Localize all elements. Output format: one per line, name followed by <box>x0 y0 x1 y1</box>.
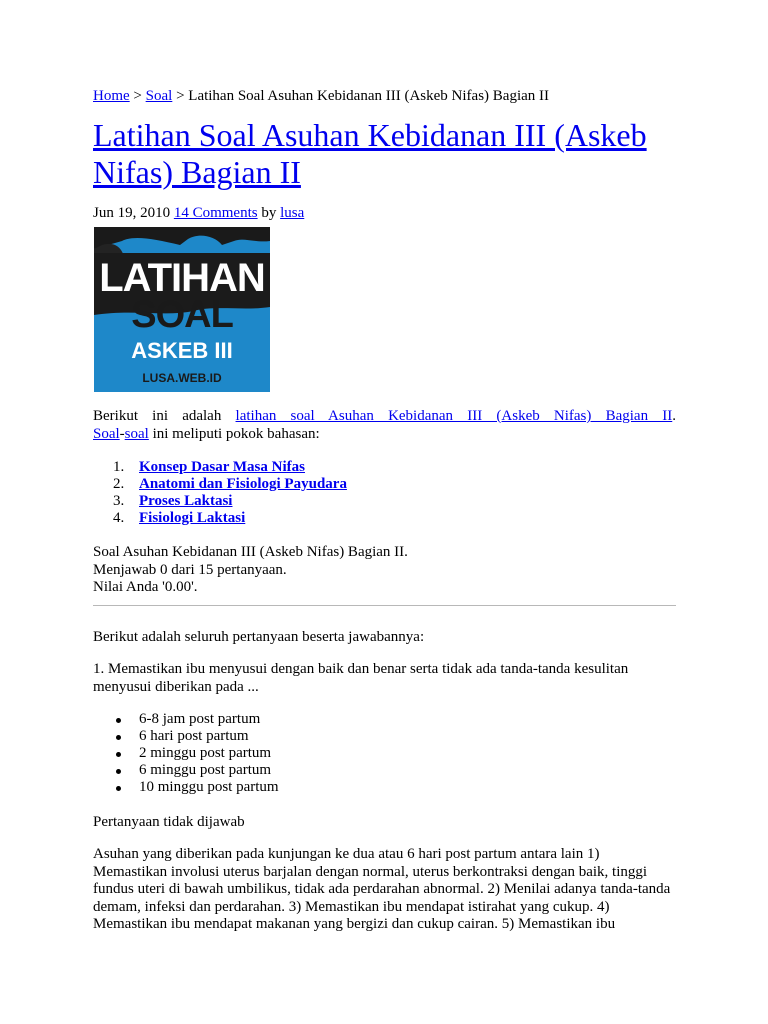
answer-option <box>93 711 279 728</box>
breadcrumb-current: Latihan Soal Asuhan Kebidanan III (Askeb Nifas) Bagian II <box>188 88 550 104</box>
topic-item <box>93 510 347 527</box>
answer-option <box>93 745 279 762</box>
comments-link[interactable]: 14 Comments <box>173 205 258 221</box>
breadcrumb-home-link[interactable]: Home <box>93 88 130 104</box>
topic-number: 4. <box>113 510 125 526</box>
question-text: 1. Memastikan ibu menyusui dengan baik dan benar serta tidak ada tanda-tanda kesulitan menyusui diberikan pada ... <box>93 661 629 695</box>
intro-period: . <box>672 408 676 424</box>
page-title <box>93 117 683 191</box>
intro-suffix: ini meliputi pokok bahasan: <box>148 426 320 442</box>
bullet-icon <box>116 786 121 791</box>
bullet-icon <box>116 735 121 740</box>
topic-link[interactable]: Fisiologi Laktasi <box>139 510 246 526</box>
post-meta <box>93 204 304 222</box>
quiz-name: Soal Asuhan Kebidanan III (Askeb Nifas) Bagian II. <box>93 544 408 560</box>
logo-text-site: LUSA.WEB.ID <box>142 371 222 385</box>
topic-item <box>93 493 347 510</box>
bullet-icon <box>116 718 121 723</box>
breadcrumb-separator: > <box>129 88 146 104</box>
topic-list <box>93 459 347 527</box>
answer-option-label: 10 minggu post partum <box>139 779 279 795</box>
intro-prefix: Berikut ini adalah <box>93 408 236 424</box>
answer-option-label: 2 minggu post partum <box>139 745 272 761</box>
topic-number: 3. <box>113 493 125 509</box>
logo-text-askeb: ASKEB III <box>131 338 233 363</box>
topic-item <box>93 459 347 476</box>
answer-options <box>93 711 279 796</box>
unanswered-label: Pertanyaan tidak dijawab <box>93 814 245 830</box>
soal-link-1[interactable]: Soal <box>93 426 120 442</box>
topic-link[interactable]: Anatomi dan Fisiologi Payudara <box>139 476 347 492</box>
answer-option-label: 6 minggu post partum <box>139 762 272 778</box>
quiz-status <box>93 544 408 597</box>
topic-number: 1. <box>113 459 125 475</box>
topic-number: 2. <box>113 476 125 492</box>
breadcrumb <box>93 87 549 105</box>
latihan-soal-logo-image <box>94 227 270 392</box>
dash: - <box>119 426 125 442</box>
answer-option-label: 6-8 jam post partum <box>139 711 261 727</box>
bullet-icon <box>116 769 121 774</box>
answer-option <box>93 728 279 745</box>
answer-explanation: Asuhan yang diberikan pada kunjungan ke dua atau 6 hari post partum antara lain 1) Memastikan involusi uterus barjalan dengan normal, uterus berkontraksi dengan baik, tinggi fundus uteri di bawah umbilikus, tidak ada perdarahan abnormal. 2) Menilai adanya tanda-tanda demam, infeksi dan perdarahan. 3) Memastikan ibu mendapat istirahat yang cukup. 4) Memastikan ibu mendapat makanan yang bergizi dan cukup cairan. 5) Memastikan ibu <box>93 846 671 932</box>
logo-text-latihan: LATIHAN <box>99 256 265 300</box>
intro-link[interactable]: latihan soal Asuhan Kebidanan III (Askeb Nifas) Bagian II <box>235 408 673 424</box>
answer-option <box>93 762 279 779</box>
score: Nilai Anda '0.00'. <box>93 579 198 595</box>
intro-line-1 <box>93 407 676 425</box>
topic-link[interactable]: Konsep Dasar Masa Nifas <box>139 459 305 475</box>
logo-text-soal: SOAL <box>131 294 233 336</box>
breadcrumb-separator: > <box>172 88 189 104</box>
topic-item <box>93 476 347 493</box>
topic-link[interactable]: Proses Laktasi <box>139 493 233 509</box>
page-title-link[interactable]: Latihan Soal Asuhan Kebidanan III (Askeb Nifas) Bagian II <box>93 117 647 190</box>
divider <box>93 605 676 606</box>
soal-link-2[interactable]: soal <box>124 426 149 442</box>
answered-count: Menjawab 0 dari 15 pertanyaan. <box>93 561 287 578</box>
breadcrumb-soal-link[interactable]: Soal <box>145 88 173 104</box>
post-date: Jun 19, 2010 <box>93 205 171 221</box>
answer-option-label: 6 hari post partum <box>139 728 249 744</box>
all-questions-heading: Berikut adalah seluruh pertanyaan beserta jawabannya: <box>93 629 425 645</box>
answer-option <box>93 779 279 796</box>
intro-paragraph <box>93 407 676 443</box>
by-label: by <box>257 205 281 221</box>
author-link[interactable]: lusa <box>280 205 305 221</box>
bullet-icon <box>116 752 121 757</box>
